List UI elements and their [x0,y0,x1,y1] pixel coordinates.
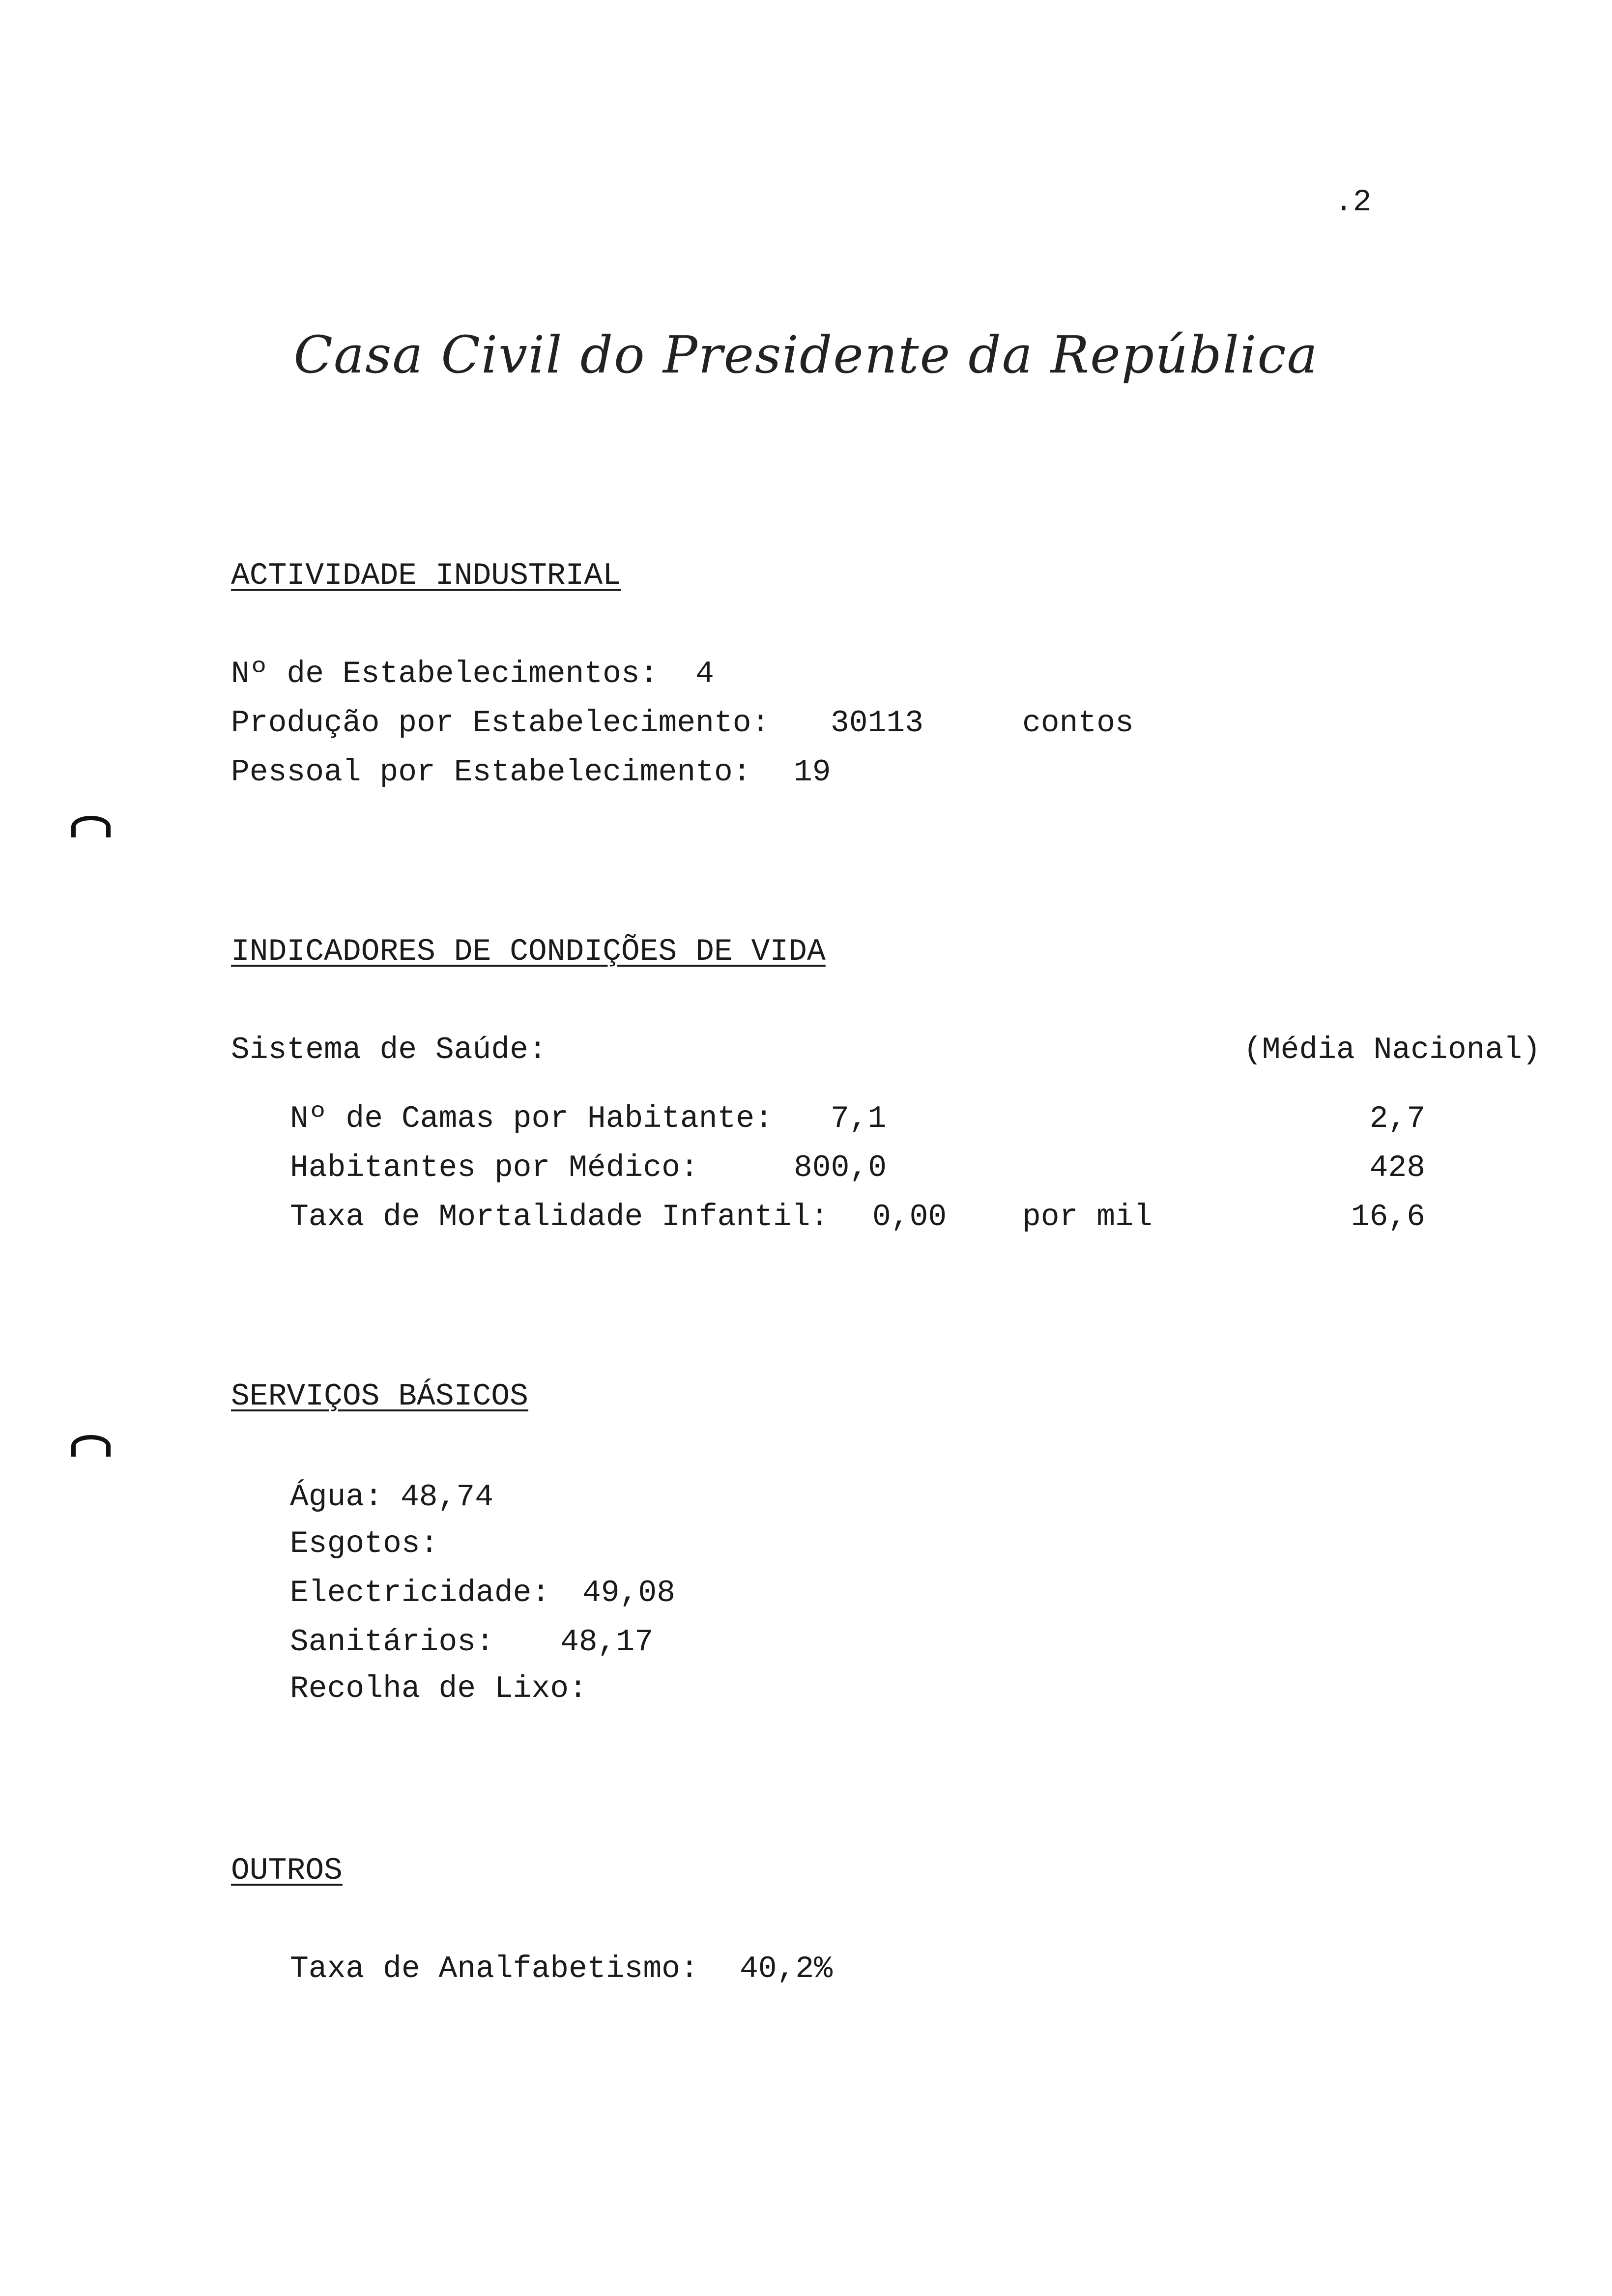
electricidade-value: 49,08 [582,1576,676,1610]
camas-value: 7,1 [831,1101,887,1136]
analfabetismo-label: Taxa de Analfabetismo: [290,1952,699,1986]
section-heading-outros: OUTROS [231,1853,343,1888]
sanitarios-value: 48,17 [560,1625,654,1660]
pessoal-label: Pessoal por Estabelecimento: [231,755,751,790]
medico-label: Habitantes por Médico: [290,1150,699,1185]
camas-label: Nº de Camas por Habitante: [290,1101,773,1136]
binder-hole-mark [71,816,111,837]
camas-media: 2,7 [1369,1101,1425,1136]
agua-label: Água: [290,1480,383,1515]
producao-label: Produção por Estabelecimento: [231,706,770,741]
producao-value: 30113 [831,706,924,741]
producao-unit: contos [1022,706,1134,741]
section-heading-servicos: SERVIÇOS BÁSICOS [231,1379,528,1414]
medico-value: 800,0 [794,1150,887,1185]
mortalidade-label: Taxa de Mortalidade Infantil: [290,1200,829,1234]
lixo-label: Recolha de Lixo: [290,1671,587,1706]
medico-media: 428 [1369,1150,1425,1185]
esgotos-label: Esgotos: [290,1526,439,1561]
section-heading-vida: INDICADORES DE CONDIÇÕES DE VIDA [231,934,826,969]
mortalidade-media: 16,6 [1351,1200,1425,1234]
estabelecimentos-value: 4 [695,657,714,691]
page-number: .2 [1334,185,1372,220]
analfabetismo-value: 40,2% [740,1952,833,1986]
section-heading-industrial: ACTIVIDADE INDUSTRIAL [231,558,621,593]
electricidade-label: Electricidade: [290,1576,550,1610]
binder-hole-mark [71,1435,111,1457]
agua-value: 48,74 [401,1480,494,1515]
letterhead: Casa Civil do Presidente da República [293,325,1319,385]
estabelecimentos-label: Nº de Estabelecimentos: [231,657,659,691]
saude-label: Sistema de Saúde: [231,1033,547,1067]
mortalidade-unit: por mil [1022,1200,1152,1234]
sanitarios-label: Sanitários: [290,1625,494,1660]
pessoal-value: 19 [794,755,831,790]
mortalidade-value: 0,00 [872,1200,947,1234]
media-nacional-label: (Média Nacional) [1243,1033,1541,1067]
